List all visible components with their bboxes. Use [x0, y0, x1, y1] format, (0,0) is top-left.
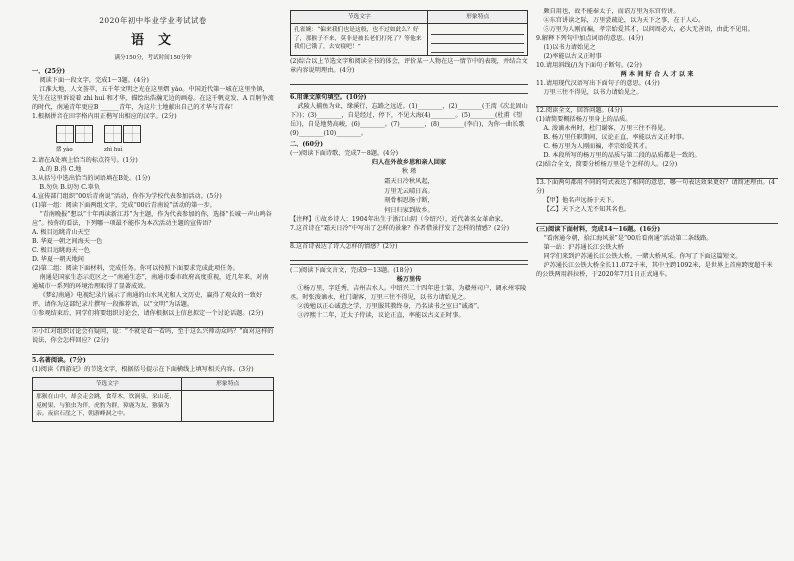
question-9-item: (2)率能以古义正时事 — [543, 52, 602, 60]
column-1 — [32, 8, 274, 557]
question-2: 2.请在A处填上恰当的标点符号。(1分) — [32, 157, 138, 165]
question-8: 8.这首诗表达了诗人怎样的情感？(2分) — [290, 242, 398, 250]
poem-line: 万里无云晴日高。 — [384, 187, 434, 195]
tianzige-box[interactable] — [123, 125, 141, 143]
table-cell-excerpt: 孔雀婉：“偏来我们也是这般，也不过如此么？好了，那猴子不来，莫非是被长老们打死了？等他来我们已饿了，去安寝吧！” — [291, 24, 428, 56]
question-4-part-2: (2)第二组：阅读下面材料，完成任务。你可以按照下面要求完成此项任务。 — [32, 265, 239, 273]
option-b: B. 杨万里任职期间，议论正直，率能以古义正时事。 — [543, 133, 689, 141]
sentence-yi: 【乙】天下之人无不知其名也。 — [543, 205, 631, 213]
table-cell-excerpt: 那猴在山中，却会走会跳，食草木，饮涧泉，采山花，觅树果，与狼虫为伴，虎豹为群，獐鹿为友，猕猿为亲。夜宿石崖之下，朝游峰洞之中。 — [33, 391, 182, 421]
answer-line[interactable] — [536, 216, 778, 224]
exam-title: 2020年初中毕业学业考试试卷 — [99, 16, 207, 25]
option-a: A. 极目远眺青山天空 — [32, 229, 90, 237]
poem-line: 霜天日冷秋风起， — [384, 178, 434, 186]
prose-paragraph: ③淳熙十二年，迁太子侍读，议论正直，率能以古义正时事。 — [297, 312, 465, 320]
answer-line[interactable] — [431, 45, 524, 53]
answer-line[interactable] — [32, 347, 274, 355]
poem-author: 秋 瑾 — [401, 168, 417, 176]
question-4-part-4: ②小红对组织讨论会有疑问，说：“不就是看一看吗，至于这么兴师动众吗？”面对这样的说法，你会怎样回应？(2分) — [32, 328, 274, 345]
question-4-part-2-text: 南通是国家生态示范区之一“南通生态”，南通市委市政府高度重视，近几年来，对南通城市一系列的环境治理取得了显著成效。 — [32, 274, 269, 291]
question-11-text: 万里三往不得见，以书力请始见之。 — [543, 88, 643, 96]
answer-line[interactable] — [431, 27, 524, 35]
column-2 — [290, 8, 528, 557]
tianzige-box[interactable] — [75, 125, 93, 143]
answer-line[interactable] — [431, 36, 524, 44]
prose-paragraph: ①杨万里，字廷秀，吉州吉水人。中绍兴二十四年进士第，为赣州司户，调永州零陵丞。时张浚谪永，杜门谢客，万里三往不得见，以书力请始见之。 — [290, 285, 527, 302]
tianzige-boxes — [56, 125, 274, 155]
prose-continued: 颇自用也，故不能奉太子，而诏万里为东宫侍讲。 — [543, 8, 680, 15]
answer-line[interactable] — [290, 77, 528, 85]
tianzige-box[interactable] — [104, 125, 122, 143]
section-2-heading: 二、(60分) — [290, 141, 324, 149]
question-13: 13.下面两句都用不同的句式表达了相同的意思，哪一句表达效果更好？请简述理由。(4分) — [536, 178, 775, 195]
option-d: D. 华夏一朝天地间 — [32, 256, 84, 264]
question-14-stop: 第一站：沪苏通长江公铁大桥 — [543, 243, 624, 251]
option-c: C. 极目远眺海天一色 — [32, 247, 90, 255]
option-b: B. 华夏一朝之间海天一色 — [32, 238, 103, 246]
question-11: 11.请用现代汉语写出下面句子的意思。(4分) — [536, 79, 660, 87]
question-2-options: A.的 B.得 C.地 — [39, 166, 82, 174]
answer-line[interactable] — [290, 253, 528, 261]
poem-note: 【注释】①故乡诗人：1904年出生于浙江山阴（今绍兴），近代著名女革命家。 — [290, 215, 507, 223]
exam-meta: 满分150分，考试时间150分钟 — [114, 54, 192, 61]
subject-title: 语文 — [130, 32, 185, 48]
option-c: C. 杨万里为人刚而褊，孝宗始爱其才。 — [543, 142, 651, 150]
poem-line: 何日归家到故乡。 — [384, 207, 434, 215]
option-a: A. 浚谪永州时，杜门谢客，万里三往不得见。 — [543, 124, 670, 132]
question-10-text: 两 本 间 好 合 人 才 以 来 — [620, 70, 694, 78]
question-7: 7.这首诗在“霜天日冷”中写出了怎样的景象？作者借景抒发了怎样的情感？(2分) — [290, 224, 509, 232]
subsection-1: (一)阅读下面诗歌，完成7～8题。(4分) — [290, 150, 399, 158]
question-5-table-continued — [290, 10, 528, 56]
question-12: 12.阅读全文，回答问题。(4分) — [536, 106, 623, 114]
question-4-part-3: 《梦幻南通》电视纪录片展示了南通的山水风光和人文历史，赢得了观众的一致好评。请你为这部纪录片撰写一段推荐语，以“文明”为话题。 — [32, 292, 263, 309]
question-6: 6.用课文原句填空。(10分) — [290, 94, 367, 102]
prose-continued: ⑤万里为人刚而褊，孝宗始爱其才，以问周必大，必大无善语，由此不见用。 — [543, 25, 754, 33]
question-5-part-2: (2)综合以上节选文字和阅读全书的体会，评价某一人物在这一情节中的表现，并结合文章内容说明理由。(4分) — [290, 58, 528, 75]
question-14-text: 同学们来到沪苏通长江公铁大桥，一睹大桥风采。你写了下面这篇短文。 — [543, 252, 742, 260]
question-3: 3.从括号中选出恰当的词语填在B处。(1分) — [32, 175, 151, 183]
question-6-text: 武陵人捕鱼为业，缘溪行，忘路之远近。(1)________，(2)________(王湾《次北固山下》)；(3)________，自是经过，停下，不见大海(4)________。(5)________(杜甫《望岳》)，自是地势高峻，(6)________。(7)________，(8)________(李白)，为你一曲长歌(9)________(10)________。 — [290, 103, 528, 138]
question-4-part-1-text: “青南晚报”想以“十年再读新江苏”为主题，作为代表参加的你，选择“长城一声山鸣谷应”。按你的看法，下列哪一项最不能作为本次活动主题的宣传语？ — [32, 211, 272, 228]
question-4-part-3-sub: ①参观结束后，同学们将要组织讨论会，请你根据以上信息拟定一个讨论话题。(2分) — [32, 310, 264, 318]
table-header-excerpt: 节选文字 — [33, 378, 182, 391]
question-14-intro: “看南通今朝，拾江海风景”是“00后看南通”活动第二条线路。 — [543, 234, 713, 242]
reading-passage: 江淮大地，人文荟萃，五千年文明之光在这里熠 yào。中国近代第一城在这里坐镇，先生在这里诉说着 zhì huì 和才华，描绘出浩瀚无边的画卷。在这千帆竞发、A 百舸争流的时代，南通青年更应B ______青年，为这片土地献出自己的才华与青春！ — [32, 85, 274, 111]
subsection-2: (二)阅读下面文言文，完成9～13题。(18分) — [290, 267, 413, 275]
section-1-heading: 一、(25分) — [32, 67, 66, 75]
prose-title: 杨万里传 — [396, 276, 422, 284]
question-10: 10.请用斜线(/)为下面句子断句。(2分) — [536, 61, 642, 69]
question-12-part-1: (1)请简要概括杨万里身上的品质。 — [536, 115, 632, 123]
question-9-item: (1)以书力请始见之 — [543, 43, 596, 51]
sentence-jia: 【甲】他名声远扬于天下。 — [543, 196, 618, 204]
question-14-paragraph: 沪苏通长江公铁大桥全长11.072千米，其中主跨1092米，是世界上首座跨度超千米的公铁两用斜拉桥，于2020年7月1日正式通车。 — [536, 261, 773, 278]
answer-line[interactable] — [32, 320, 274, 328]
poem-body — [290, 177, 528, 215]
table-header-trait: 形象特点 — [182, 378, 274, 391]
table-header-excerpt: 节选文字 — [291, 11, 428, 24]
answer-line[interactable] — [536, 99, 778, 107]
table-row — [291, 24, 528, 56]
answer-line[interactable] — [536, 171, 778, 179]
poem-title: 归人在外故乡思和亲人回家 — [371, 159, 447, 167]
section-1-intro: 阅读下面一段文字，完成1～3题。(4分) — [39, 76, 149, 84]
question-1: 1.根据拼音在田字格内用正楷写出相应的汉字。(2分) — [32, 112, 177, 120]
question-4: 4.宣传部门组织“00后青南说”活动，你作为学校代表参加活动。(5分) — [32, 193, 222, 201]
tianzige-group-2 — [104, 125, 142, 155]
question-5-table — [32, 377, 274, 422]
divider — [290, 264, 528, 265]
answer-line[interactable] — [290, 235, 528, 243]
table-cell-answer[interactable] — [182, 391, 274, 421]
table-header-trait: 形象特点 — [428, 11, 528, 24]
tianzige-group-1 — [56, 125, 94, 155]
question-3-options: B.勿负 B.切勿 C.辜负 — [39, 184, 101, 192]
tianzige-box[interactable] — [56, 125, 74, 143]
option-d: D. 本段所写的杨万里的品质与第二段的品质都是一致的。 — [543, 151, 701, 159]
question-5: 5.名著阅读。(7分) — [32, 357, 86, 365]
table-cell-answer[interactable] — [428, 24, 528, 56]
question-4-part-1: (1)第一组：阅读下面两组文字，完成“00后青南说”活动的第一步。 — [32, 202, 216, 210]
subsection-3: (三)阅读下面材料，完成14～16题。(16分) — [536, 225, 661, 233]
question-5-part-1: (1)阅读《西游记》的节选文字，根据括号提示在下面横线上填写相关内容。(3分) — [32, 366, 254, 374]
column-3 — [536, 8, 778, 557]
question-9: 9.解释下列句中加点词语的意思。(4分) — [536, 34, 644, 42]
prose-paragraph: ②浚勉以正心诚意之学，万里服其教终身，乃名读书之室曰“诚斋”。 — [297, 303, 484, 311]
poem-line: 刻骨相思肠寸断， — [384, 197, 434, 205]
question-12-part-2: (2)结合全文，简要分析杨万里是个怎样的人。(2分) — [536, 160, 678, 168]
tianzige-label: zhì huì — [104, 146, 123, 153]
table-row — [33, 391, 274, 421]
tianzige-label: 熠 yào — [56, 146, 73, 153]
prose-continued: ④东宫讲读之际，万里尝疏论，以为天下之事，在于人心。 — [543, 16, 705, 24]
